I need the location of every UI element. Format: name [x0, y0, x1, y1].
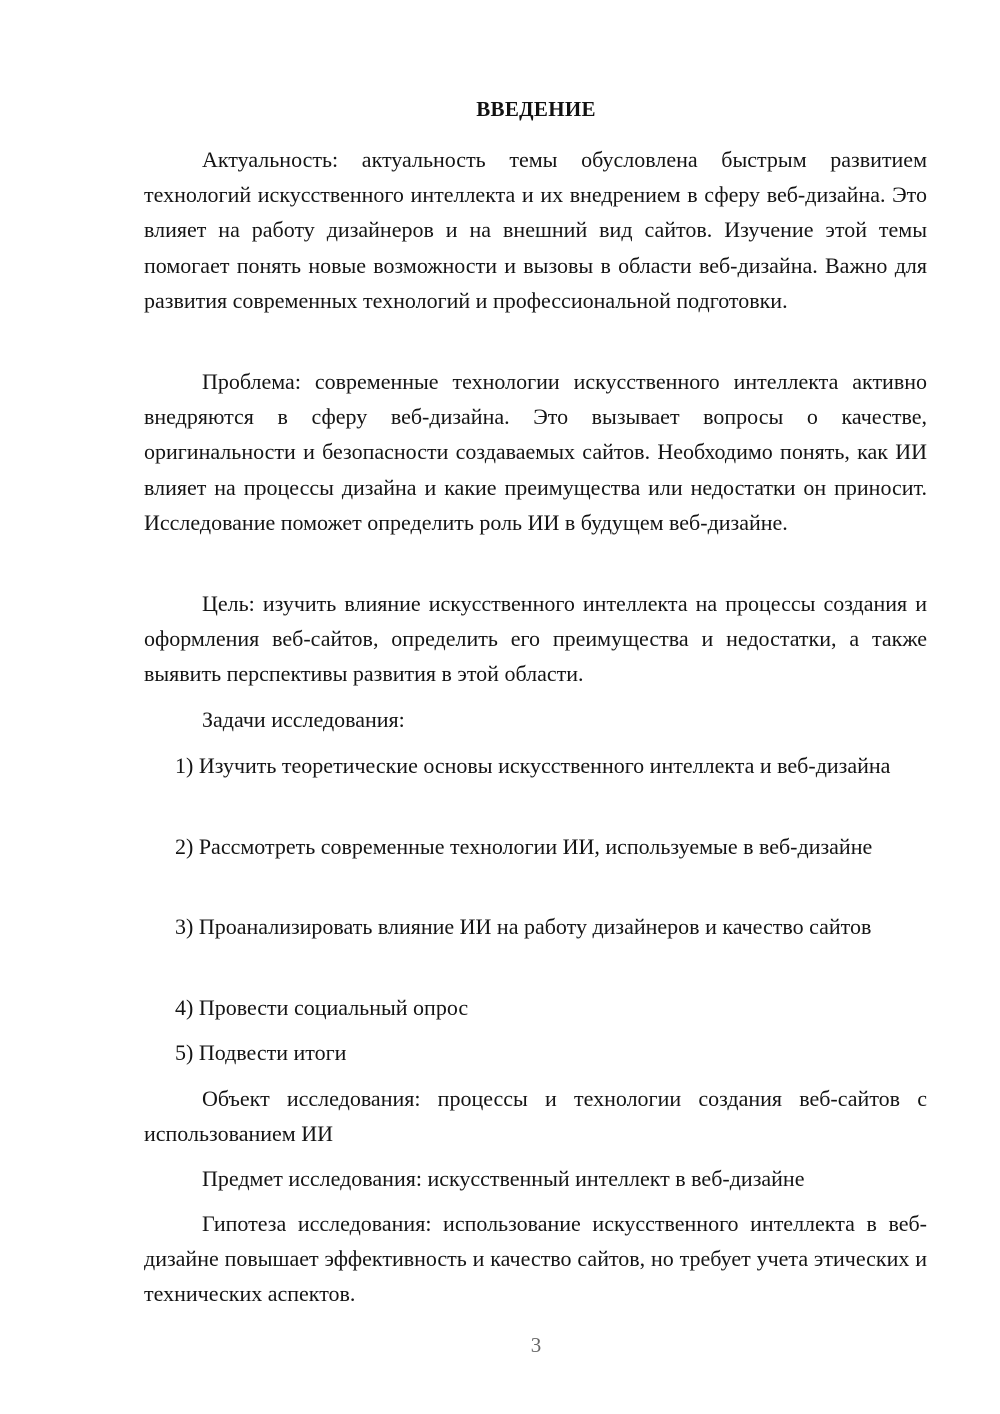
tasks-heading: Задачи исследования: [202, 707, 405, 732]
task-item-2: 2) Рассмотреть современные технологии ИИ, используемые в веб-дизайне [175, 834, 873, 859]
task-item-3: 3) Проанализировать влияние ИИ на работу дизайнеров и качество сайтов [175, 914, 872, 939]
page-title: ВВЕДЕНИЕ [476, 97, 596, 121]
task-item-1: 1) Изучить теоретические основы искусственного интеллекта и веб-дизайна [175, 753, 891, 778]
paragraph-hypothesis: Гипотеза исследования: использование искусственного интеллекта в веб-дизайне повышает эффективность и качество сайтов, но требует учета этических и технических аспектов. [144, 1211, 927, 1307]
task-item-4: 4) Провести социальный опрос [175, 995, 469, 1020]
paragraph-subject: Предмет исследования: искусственный интеллект в веб-дизайне [202, 1166, 805, 1191]
paragraph-goal: Цель: изучить влияние искусственного интеллекта на процессы создания и оформления веб-сайтов, определить его преимущества и недостатки, а также выявить перспективы развития в этой области. [144, 591, 927, 687]
paragraph-object: Объект исследования: процессы и технологии создания веб-сайтов с использованием ИИ [144, 1086, 927, 1147]
paragraph-problem: Проблема: современные технологии искусственного интеллекта активно внедряются в сферу веб-дизайна. Это вызывает вопросы о качестве, оригинальности и безопасности создаваемых сайтов. Необходимо понять, как ИИ влияет на процессы дизайна и какие преимущества или недостатки он приносит. Исследование поможет определить роль ИИ в будущем веб-дизайне. [144, 369, 927, 535]
task-item-5: 5) Подвести итоги [175, 1040, 347, 1065]
paragraph-relevance: Актуальность: актуальность темы обусловлена быстрым развитием технологий искусственного интеллекта и их внедрением в сферу веб-дизайна. Это влияет на работу дизайнеров и на внешний вид сайтов. Изучение этой темы помогает понять новые возможности и вызовы в области веб-дизайна. Важно для развития современных технологий и профессиональной подготовки. [144, 147, 927, 313]
page-number: 3 [530, 1333, 542, 1357]
